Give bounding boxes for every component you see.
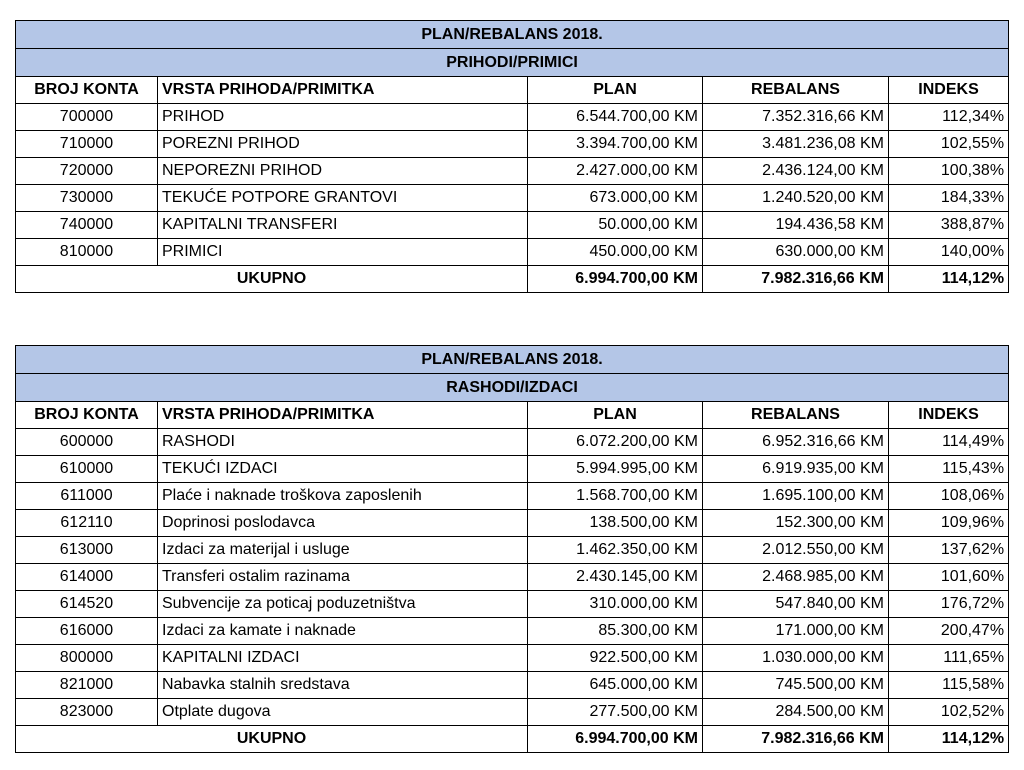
cell-plan: 450.000,00 KM bbox=[528, 239, 703, 266]
cell-plan: 5.994.995,00 KM bbox=[528, 456, 703, 483]
cell-index: 200,47% bbox=[889, 618, 1009, 645]
total-rebalans: 7.982.316,66 KM bbox=[703, 726, 889, 753]
table-row bbox=[16, 537, 1009, 564]
total-index: 114,12% bbox=[889, 266, 1009, 293]
header-type: VRSTA PRIHODA/PRIMITKA bbox=[158, 77, 528, 104]
table-title-row bbox=[16, 346, 1009, 374]
table-row bbox=[16, 510, 1009, 537]
cell-rebalans: 1.695.100,00 KM bbox=[703, 483, 889, 510]
cell-type: Otplate dugova bbox=[158, 699, 528, 726]
table-row bbox=[16, 618, 1009, 645]
cell-plan: 6.544.700,00 KM bbox=[528, 104, 703, 131]
cell-index: 101,60% bbox=[889, 564, 1009, 591]
total-label: UKUPNO bbox=[16, 266, 528, 293]
cell-account-number: 720000 bbox=[16, 158, 158, 185]
cell-rebalans: 284.500,00 KM bbox=[703, 699, 889, 726]
cell-plan: 2.430.145,00 KM bbox=[528, 564, 703, 591]
cell-type: KAPITALNI TRANSFERI bbox=[158, 212, 528, 239]
table-title: PLAN/REBALANS 2018. bbox=[16, 21, 1009, 49]
cell-account-number: 600000 bbox=[16, 429, 158, 456]
header-rebalans: REBALANS bbox=[703, 77, 889, 104]
cell-index: 102,52% bbox=[889, 699, 1009, 726]
header-index: INDEKS bbox=[889, 402, 1009, 429]
cell-account-number: 810000 bbox=[16, 239, 158, 266]
table-subtitle-row bbox=[16, 49, 1009, 77]
cell-rebalans: 2.012.550,00 KM bbox=[703, 537, 889, 564]
cell-rebalans: 2.468.985,00 KM bbox=[703, 564, 889, 591]
cell-type: NEPOREZNI PRIHOD bbox=[158, 158, 528, 185]
cell-index: 388,87% bbox=[889, 212, 1009, 239]
cell-account-number: 610000 bbox=[16, 456, 158, 483]
total-label: UKUPNO bbox=[16, 726, 528, 753]
cell-account-number: 710000 bbox=[16, 131, 158, 158]
cell-index: 114,49% bbox=[889, 429, 1009, 456]
table-row bbox=[16, 131, 1009, 158]
table-row bbox=[16, 158, 1009, 185]
cell-type: PRIMICI bbox=[158, 239, 528, 266]
table-row bbox=[16, 591, 1009, 618]
cell-rebalans: 3.481.236,08 KM bbox=[703, 131, 889, 158]
cell-account-number: 613000 bbox=[16, 537, 158, 564]
total-plan: 6.994.700,00 KM bbox=[528, 266, 703, 293]
cell-type: POREZNI PRIHOD bbox=[158, 131, 528, 158]
table-row bbox=[16, 456, 1009, 483]
total-rebalans: 7.982.316,66 KM bbox=[703, 266, 889, 293]
cell-index: 100,38% bbox=[889, 158, 1009, 185]
table-row bbox=[16, 212, 1009, 239]
table-row bbox=[16, 185, 1009, 212]
table-subtitle-row bbox=[16, 374, 1009, 402]
cell-plan: 310.000,00 KM bbox=[528, 591, 703, 618]
cell-type: Nabavka stalnih sredstava bbox=[158, 672, 528, 699]
cell-type: Izdaci za kamate i naknade bbox=[158, 618, 528, 645]
table-row bbox=[16, 645, 1009, 672]
table-row bbox=[16, 699, 1009, 726]
cell-plan: 645.000,00 KM bbox=[528, 672, 703, 699]
cell-account-number: 800000 bbox=[16, 645, 158, 672]
cell-rebalans: 7.352.316,66 KM bbox=[703, 104, 889, 131]
cell-index: 112,34% bbox=[889, 104, 1009, 131]
cell-account-number: 823000 bbox=[16, 699, 158, 726]
table-row bbox=[16, 429, 1009, 456]
header-plan: PLAN bbox=[528, 402, 703, 429]
header-account-number: BROJ KONTA bbox=[16, 77, 158, 104]
header-account-number: BROJ KONTA bbox=[16, 402, 158, 429]
cell-rebalans: 745.500,00 KM bbox=[703, 672, 889, 699]
cell-index: 115,58% bbox=[889, 672, 1009, 699]
table-row bbox=[16, 104, 1009, 131]
cell-index: 111,65% bbox=[889, 645, 1009, 672]
cell-type: Transferi ostalim razinama bbox=[158, 564, 528, 591]
cell-plan: 673.000,00 KM bbox=[528, 185, 703, 212]
cell-account-number: 821000 bbox=[16, 672, 158, 699]
cell-type: TEKUĆE POTPORE GRANTOVI bbox=[158, 185, 528, 212]
expense-table bbox=[15, 345, 1009, 753]
cell-rebalans: 547.840,00 KM bbox=[703, 591, 889, 618]
cell-plan: 922.500,00 KM bbox=[528, 645, 703, 672]
cell-type: Izdaci za materijal i usluge bbox=[158, 537, 528, 564]
cell-type: Doprinosi poslodavca bbox=[158, 510, 528, 537]
total-row bbox=[16, 726, 1009, 753]
cell-account-number: 700000 bbox=[16, 104, 158, 131]
cell-index: 109,96% bbox=[889, 510, 1009, 537]
cell-plan: 3.394.700,00 KM bbox=[528, 131, 703, 158]
total-index: 114,12% bbox=[889, 726, 1009, 753]
cell-account-number: 616000 bbox=[16, 618, 158, 645]
total-plan: 6.994.700,00 KM bbox=[528, 726, 703, 753]
cell-rebalans: 171.000,00 KM bbox=[703, 618, 889, 645]
cell-index: 102,55% bbox=[889, 131, 1009, 158]
cell-plan: 1.462.350,00 KM bbox=[528, 537, 703, 564]
table-row bbox=[16, 239, 1009, 266]
header-type: VRSTA PRIHODA/PRIMITKA bbox=[158, 402, 528, 429]
cell-index: 176,72% bbox=[889, 591, 1009, 618]
cell-type: Plaće i naknade troškova zaposlenih bbox=[158, 483, 528, 510]
table-title-row bbox=[16, 21, 1009, 49]
cell-plan: 138.500,00 KM bbox=[528, 510, 703, 537]
cell-type: PRIHOD bbox=[158, 104, 528, 131]
cell-account-number: 611000 bbox=[16, 483, 158, 510]
table-subtitle: RASHODI/IZDACI bbox=[16, 374, 1009, 402]
cell-account-number: 612110 bbox=[16, 510, 158, 537]
cell-account-number: 740000 bbox=[16, 212, 158, 239]
cell-rebalans: 1.240.520,00 KM bbox=[703, 185, 889, 212]
revenue-table bbox=[15, 20, 1009, 293]
cell-account-number: 730000 bbox=[16, 185, 158, 212]
cell-plan: 50.000,00 KM bbox=[528, 212, 703, 239]
cell-rebalans: 6.919.935,00 KM bbox=[703, 456, 889, 483]
cell-index: 108,06% bbox=[889, 483, 1009, 510]
cell-rebalans: 152.300,00 KM bbox=[703, 510, 889, 537]
cell-account-number: 614520 bbox=[16, 591, 158, 618]
cell-rebalans: 630.000,00 KM bbox=[703, 239, 889, 266]
cell-plan: 2.427.000,00 KM bbox=[528, 158, 703, 185]
cell-rebalans: 6.952.316,66 KM bbox=[703, 429, 889, 456]
total-row bbox=[16, 266, 1009, 293]
cell-plan: 6.072.200,00 KM bbox=[528, 429, 703, 456]
table-row bbox=[16, 672, 1009, 699]
table-subtitle: PRIHODI/PRIMICI bbox=[16, 49, 1009, 77]
cell-plan: 85.300,00 KM bbox=[528, 618, 703, 645]
column-header-row bbox=[16, 402, 1009, 429]
cell-plan: 277.500,00 KM bbox=[528, 699, 703, 726]
header-index: INDEKS bbox=[889, 77, 1009, 104]
cell-rebalans: 2.436.124,00 KM bbox=[703, 158, 889, 185]
cell-index: 137,62% bbox=[889, 537, 1009, 564]
cell-type: TEKUĆI IZDACI bbox=[158, 456, 528, 483]
cell-rebalans: 1.030.000,00 KM bbox=[703, 645, 889, 672]
table-row bbox=[16, 564, 1009, 591]
cell-rebalans: 194.436,58 KM bbox=[703, 212, 889, 239]
cell-index: 140,00% bbox=[889, 239, 1009, 266]
cell-index: 115,43% bbox=[889, 456, 1009, 483]
table-title: PLAN/REBALANS 2018. bbox=[16, 346, 1009, 374]
table-row bbox=[16, 483, 1009, 510]
cell-plan: 1.568.700,00 KM bbox=[528, 483, 703, 510]
cell-type: KAPITALNI IZDACI bbox=[158, 645, 528, 672]
cell-index: 184,33% bbox=[889, 185, 1009, 212]
cell-type: RASHODI bbox=[158, 429, 528, 456]
cell-type: Subvencije za poticaj poduzetništva bbox=[158, 591, 528, 618]
column-header-row bbox=[16, 77, 1009, 104]
header-plan: PLAN bbox=[528, 77, 703, 104]
cell-account-number: 614000 bbox=[16, 564, 158, 591]
header-rebalans: REBALANS bbox=[703, 402, 889, 429]
